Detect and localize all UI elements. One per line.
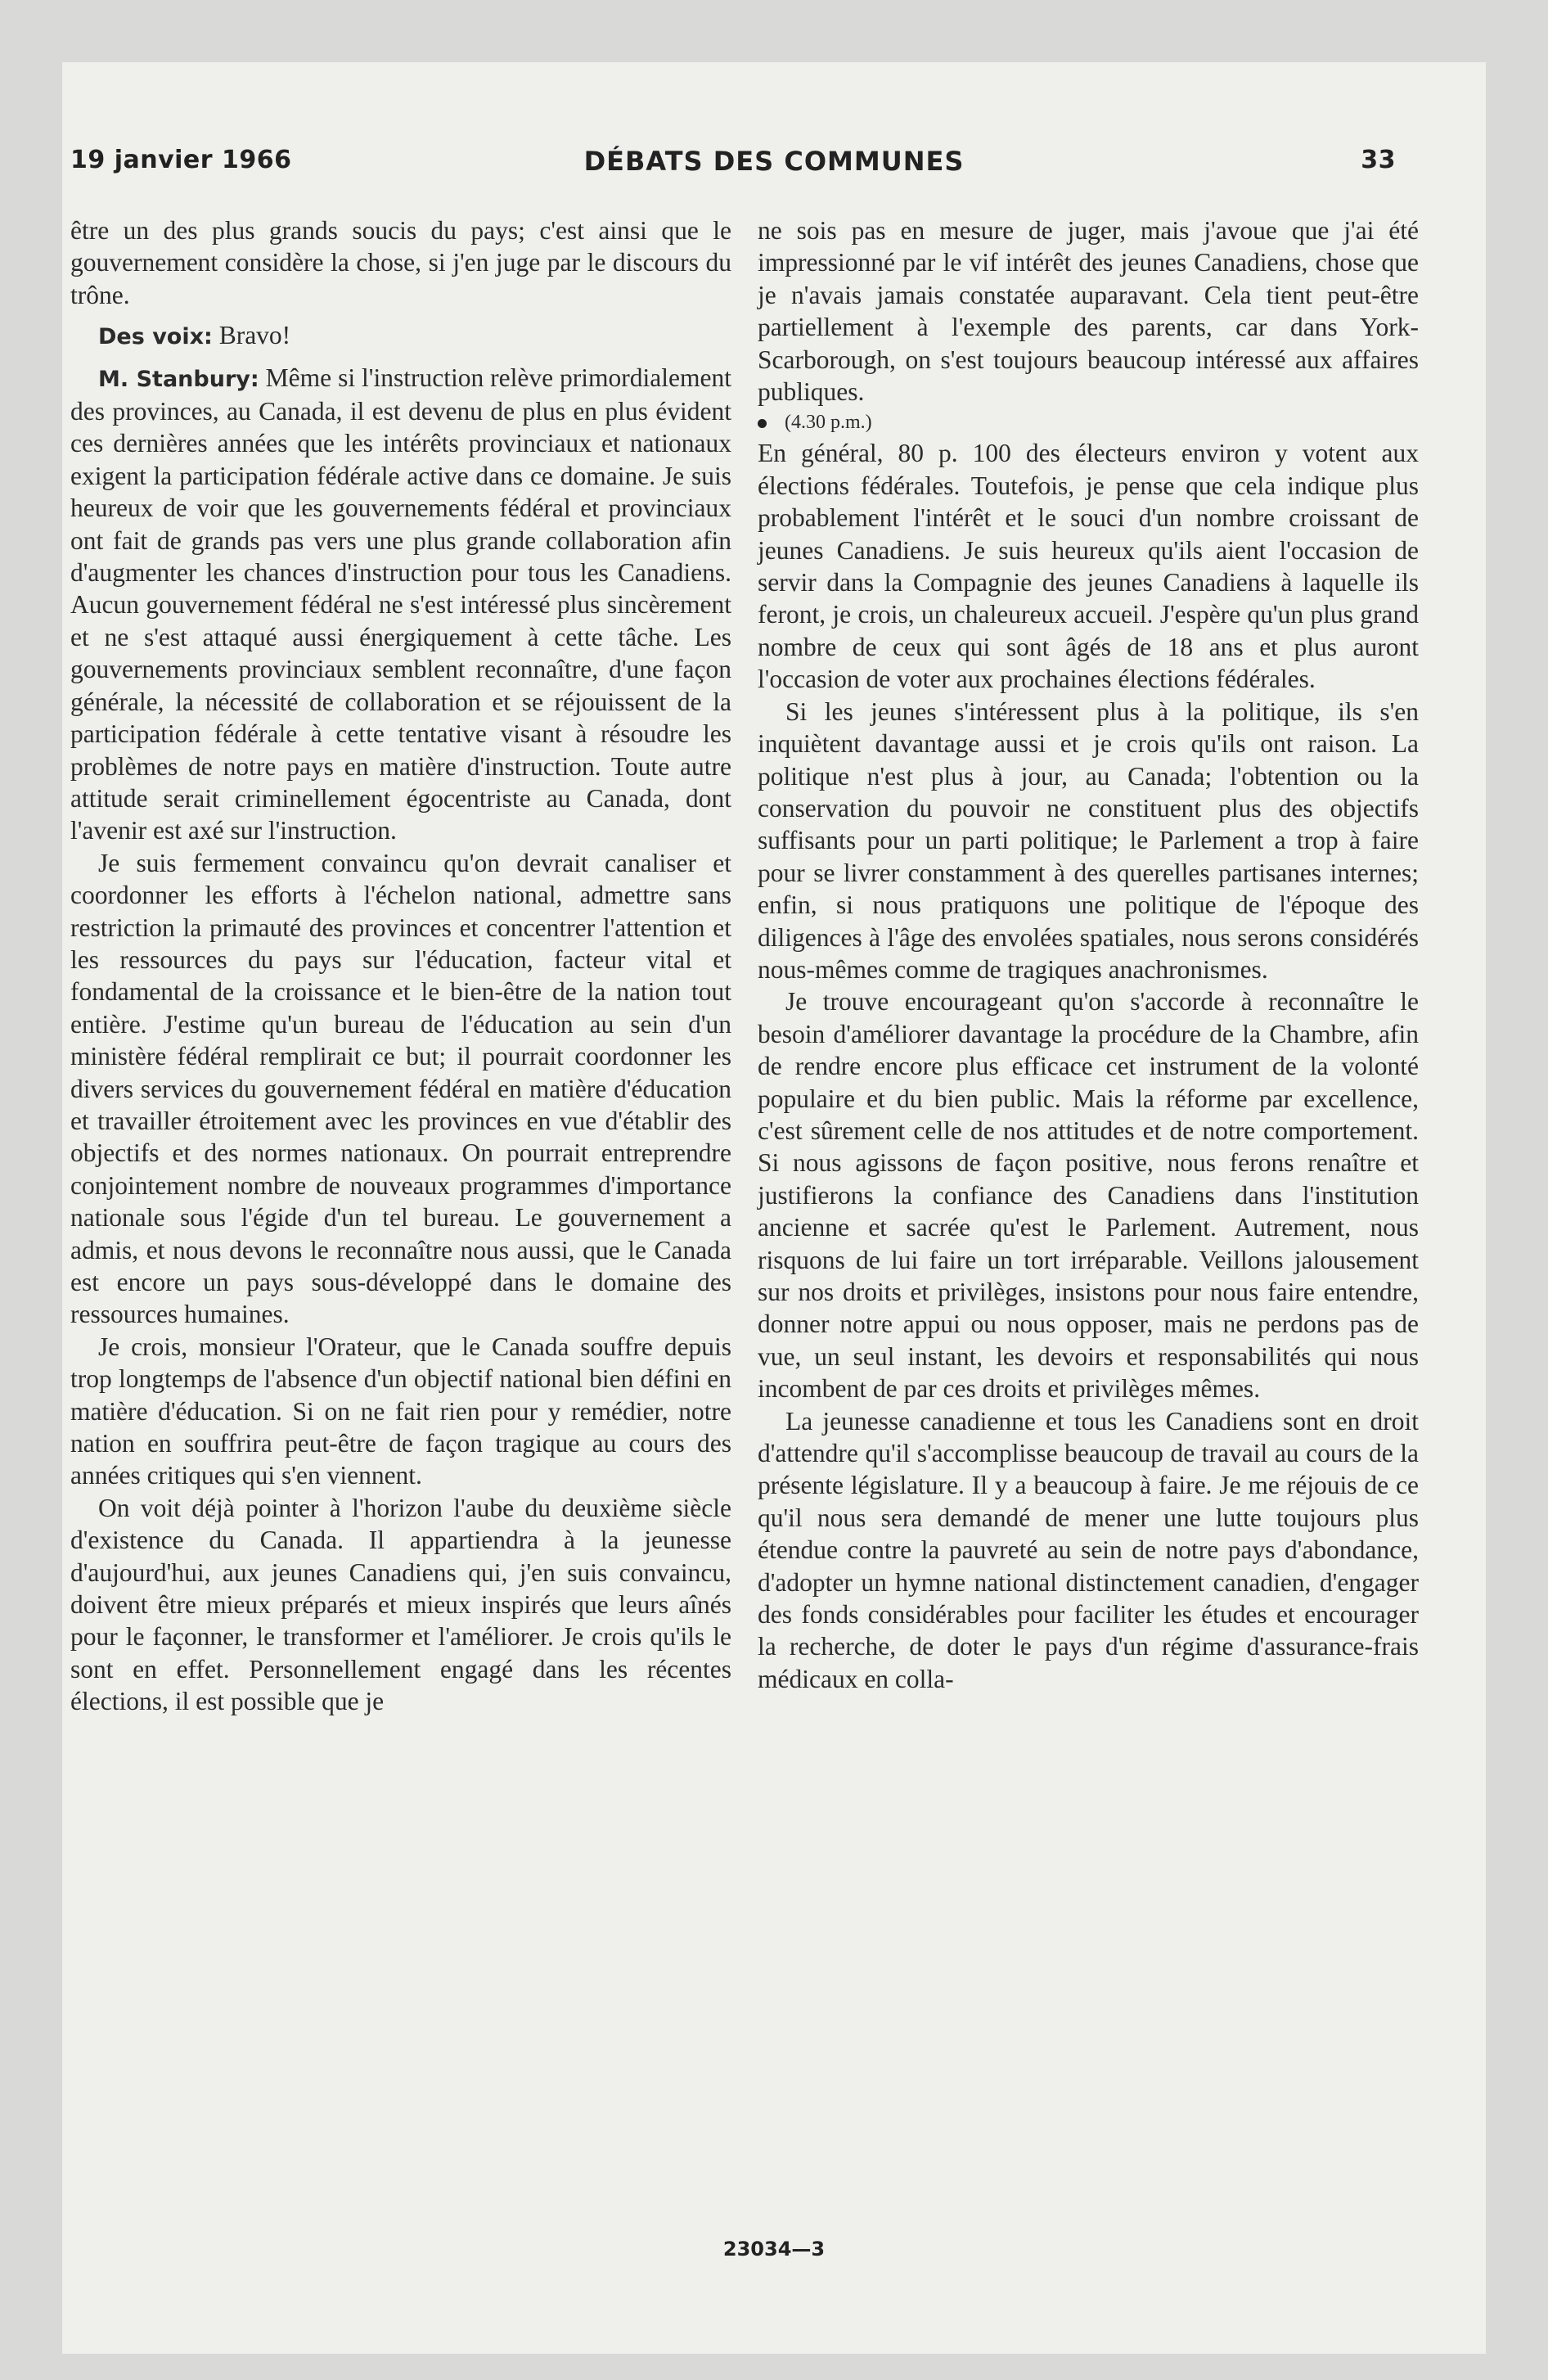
bullet-icon — [758, 419, 767, 428]
paragraph: Si les jeunes s'intéressent plus à la politique, ils s'en inquiètent davantage aussi et je crois qu'ils ont raison. La politique n'est plus à jour, au Canada; l'obtention ou la conservation du pouvoir ne constituent plus des objectifs suffisants pour un parti politique; le Parlement a trop à faire pour se livrer constamment à des querelles partisanes internes; enfin, si nous pratiquons une politique de l'époque des diligences à l'âge des envolées spatiales, nous serons considérés nous-mêmes comme de tragiques anachronismes. — [758, 696, 1419, 984]
speech-text: Même si l'instruction relève primordialement des provinces, au Canada, il est devenu de plus en plus évident ces dernières années que les intérêts provinciaux et nationaux exigent la participation fédérale active dans ce domaine. Je suis heureux de voir que les gouvernements fédéral et provinciaux ont fait de grands pas vers une plus grande collaboration afin d'augmenter les chances d'instruction pour tous les Canadiens. Aucun gouvernement fédéral ne s'est intéressé plus sincèrement et ne s'est attaqué aussi énergiquement à cette tâche. Les gouvernements provinciaux semblent reconnaître, d'une façon générale, la nécessité de collaboration et se réjouissent de la participation fédérale à cette tentative visant à résoudre les problèmes de notre pays en matière d'instruction. Toute autre attitude serait criminellement égocentriste au Canada, dont l'avenir est axé sur l'instruction. — [70, 363, 731, 845]
page-header — [70, 146, 1396, 187]
right-column — [758, 214, 1419, 1695]
paragraph: En général, 80 p. 100 des électeurs environ y votent aux élections fédérales. Toutefois, je pense que cela indique plus probablement l'intérêt et le souci d'un nombre croissant de jeunes Canadiens. Je suis heureux qu'ils aient l'occasion de servir dans la Compagnie des jeunes Canadiens à laquelle ils feront, je crois, un chaleureux accueil. J'espère qu'un plus grand nombre de ceux qui sont âgés de 18 ans et plus auront l'occasion de voter aux prochaines élections fédérales. — [758, 439, 1419, 694]
left-column — [70, 214, 731, 1718]
speech-text: Bravo! — [212, 321, 291, 350]
header-date: 19 janvier 1966 — [70, 146, 292, 174]
speaker-paragraph — [70, 362, 731, 847]
paragraph: Je suis fermement convaincu qu'on devrait canaliser et coordonner les efforts à l'échelon national, admettre sans restriction la primauté des provinces et concentrer l'attention et les ressources du pays sur l'éducation, facteur vital et fondamental de la croissance et le bien-être de la nation tout entière. J'estime qu'un bureau de l'éducation au sein d'un ministère fédéral remplirait ce but; il pourrait coordonner les divers services du gouvernement fédéral en matière d'éducation et travailler étroitement avec les provinces en vue d'établir des objectifs et des normes nationaux. On pourrait entreprendre conjointement nombre de nouveaux programmes d'importance nationale sous l'égide d'un tel bureau. Le gouvernement a admis, et nous devons le reconnaître nous aussi, que le Canada est encore un pays sous-développé dans le domaine des ressources humaines. — [70, 848, 731, 1329]
timestamp: (4.30 p.m.) — [785, 412, 872, 434]
speaker-label: Des voix: — [98, 324, 213, 350]
paragraph: ne sois pas en mesure de juger, mais j'avoue que j'ai été impressionné par le vif intérêt des jeunes Canadiens, chose que je n'avais jamais constatée auparavant. Cela tient peut-être partiellement à l'exemple des parents, car dans York-Scarborough, on s'est toujours beaucoup intéressé aux affaires publiques. — [758, 216, 1419, 407]
header-title: DÉBATS DES COMMUNES — [583, 146, 965, 177]
paragraph: Je trouve encourageant qu'on s'accorde à reconnaître le besoin d'améliorer davantage la procédure de la Chambre, afin de rendre encore plus efficace cet instrument de la volonté populaire et du bien public. Mais la réforme par excellence, c'est sûrement celle de nos attitudes et de notre comportement. Si nous agissons de façon positive, nous ferons renaître et justifierons la confiance des Canadiens dans l'institution ancienne et sacrée qu'est le Parlement. Autrement, nous risquons de lui faire un tort irréparable. Veillons jalousement sur nos droits et privilèges, insistons pour nous faire entendre, donner notre appui ou nous opposer, mais ne perdons pas de vue, un seul instant, les devoirs et responsabilités qui nous incombent de par ces droits et privilèges mêmes. — [758, 987, 1419, 1404]
header-page-number: 33 — [1361, 146, 1396, 174]
paragraph: être un des plus grands soucis du pays; c'est ainsi que le gouvernement considère la chose, si j'en juge par le discours du trône. — [70, 216, 731, 309]
speaker-paragraph — [70, 319, 731, 353]
speaker-label: M. Stanbury: — [98, 366, 259, 392]
paragraph: La jeunesse canadienne et tous les Canadiens sont en droit d'attendre qu'il s'accomplisse beaucoup de travail au cours de la présente législature. Il y a beaucoup à faire. Je me réjouis de ce qu'il nous sera demandé de mener une lutte toujours plus étendue contre la pauvreté au sein de notre pays d'abondance, d'adopter un hymne national distinctement canadien, d'engager des fonds considérables pour faciliter les études et encourager la recherche, de doter le pays d'un régime d'assurance-frais médicaux en colla- — [758, 1406, 1419, 1693]
paragraph: On voit déjà pointer à l'horizon l'aube du deuxième siècle d'existence du Canada. Il appartiendra à la jeunesse d'aujourd'hui, aux jeunes Canadiens qui, j'en suis convaincu, doivent être mieux préparés et mieux inspirés que leurs aînés pour le façonner, le transformer et l'améliorer. Je crois qu'ils le sont en effet. Personnellement engagé dans les récentes élections, il est possible que je — [70, 1493, 731, 1716]
page-footer-code: 23034—3 — [722, 2238, 826, 2261]
paragraph: Je crois, monsieur l'Orateur, que le Canada souffre depuis trop longtemps de l'absence d'un objectif national bien défini en matière d'éducation. Si on ne fait rien pour y remédier, notre nation en souffrira peut-être de façon tragique au cours des années critiques qui s'en viennent. — [70, 1332, 731, 1490]
timestamp-line — [758, 408, 1419, 437]
